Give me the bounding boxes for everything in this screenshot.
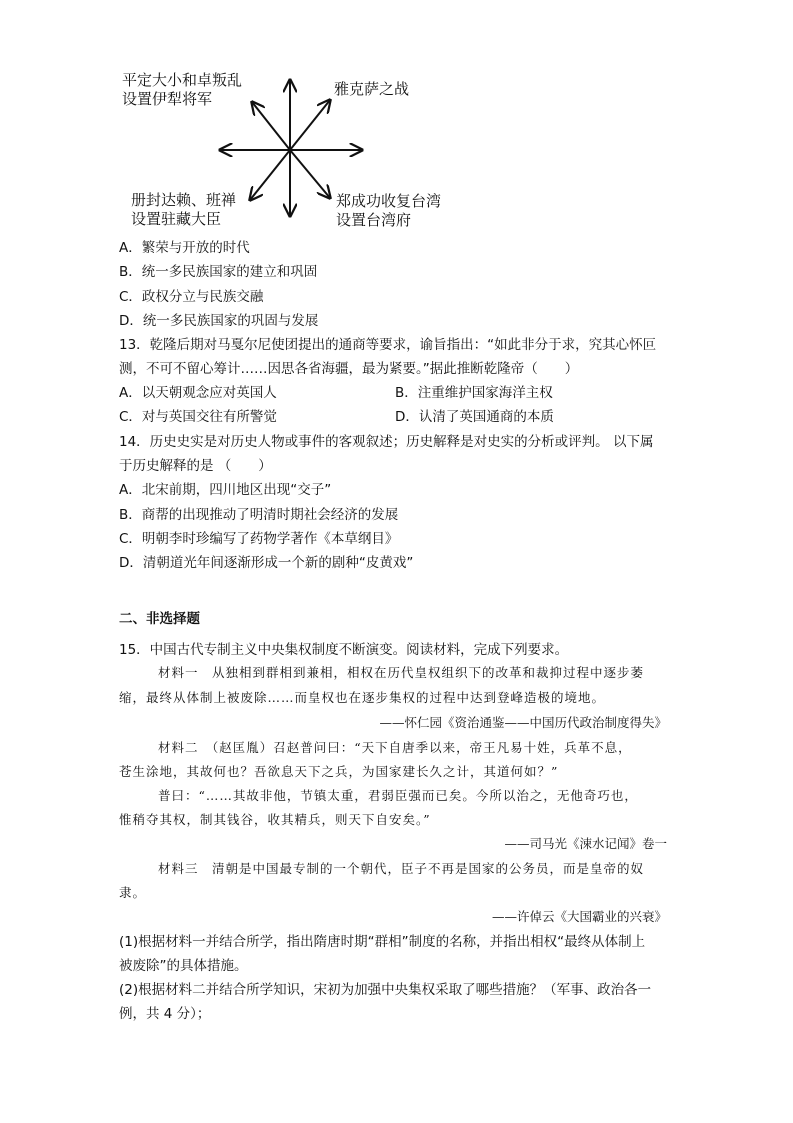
diagram-label-line: 设置台湾府 [336, 211, 412, 229]
q15-sub2-line1: (2)根据材料二并结合所学知识，宋初为加强中央集权采取了哪些措施？（军事、政治各一 [119, 982, 652, 998]
diagram-label-line: 册封达赖、班禅 [131, 191, 237, 209]
q14-option-c: C．明朝李时珍编写了药物学著作《本草纲目》 [119, 531, 399, 547]
diagram-label-line: 郑成功收复台湾 [336, 192, 442, 210]
q13-stem-line2: 测，不可不留心筹计……因思各省海疆，最为紧要。”据此推断乾隆帝（ ） [119, 361, 579, 377]
q13-option-a: A．以天朝观念应对英国人 [119, 385, 277, 401]
diagram-label-top-left [122, 71, 242, 109]
q14-option-b: B．商帮的出现推动了明清时期社会经济的发展 [119, 507, 399, 523]
section-2-title: 二、非选择题 [119, 611, 200, 627]
q14-option-d: D．清朝道光年间逐渐形成一个新的剧种“皮黄戏” [119, 555, 414, 571]
diagram-label-line: 平定大小和卓叛乱 [122, 71, 243, 89]
diagonal-arrow-sw [250, 150, 290, 200]
material-3-line1: 材料三 清朝是中国最专制的一个朝代，臣子不再是国家的公务员，而是皇帝的奴 [158, 861, 645, 876]
q12-option-a: A．繁荣与开放的时代 [119, 240, 250, 256]
material-2-line2: 苍生涂地，其故何也？吾欲息天下之兵，为国家建长久之计，其道何如？” [119, 764, 559, 779]
material-3-line2: 隶。 [119, 885, 147, 900]
material-2-line4: 惟稍夺其权，制其钱谷，收其精兵，则天下自安矣。” [119, 812, 431, 827]
material-1-line1: 材料一 从独相到群相到兼相，相权在历代皇权组织下的改革和裁抑过程中逐步萎 [158, 665, 645, 680]
diagram-label-bottom-left [131, 191, 236, 229]
material-2-line1: 材料二 （赵匡胤）召赵普问曰：“天下自唐季以来，帝王凡易十姓，兵革不息， [158, 740, 632, 755]
material-3-source: ——许倬云《大国霸业的兴衰》 [491, 909, 667, 924]
material-2-line3: 普曰：“……其故非他，节镇太重，君弱臣强而已矣。今所以治之，无他奇巧也， [158, 788, 638, 803]
q13-option-b: B．注重维护国家海洋主权 [395, 385, 553, 401]
q12-option-b: B．统一多民族国家的建立和巩固 [119, 264, 318, 280]
q13-stem-line1: 13．乾隆后期对马戛尔尼使团提出的通商等要求，谕旨指出：“如此非分于求，究其心怀叵 [119, 337, 657, 353]
q12-option-c: C．政权分立与民族交融 [119, 289, 264, 305]
q15-sub1-line2: 被废除”的具体措施。 [119, 958, 248, 974]
material-2-source: ——司马光《涑水记闻》卷一 [504, 836, 667, 851]
material-1-line2: 缩，最终从体制上被废除……而皇权也在逐步集权的过程中达到登峰造极的境地。 [119, 690, 606, 705]
q12-option-d: D．统一多民族国家的巩固与发展 [119, 313, 319, 329]
diagram-label-line: 设置伊犁将军 [122, 90, 213, 108]
q13-option-c: C．对与英国交往有所警觉 [119, 409, 277, 425]
material-1-source: ——怀仁园《资治通鉴——中国历代政治制度得失》 [379, 715, 667, 730]
diagonal-arrow-nw [252, 102, 290, 150]
diagonal-arrow-se [290, 150, 330, 198]
diagram-label-top-right: 雅克萨之战 [334, 80, 410, 98]
q15-sub2-line2: 例，共 4 分）； [119, 1006, 211, 1022]
q13-option-d: D．认清了英国通商的本质 [395, 409, 554, 425]
q15-sub1-line1: (1)根据材料一并结合所学，指出隋唐时期“群相”制度的名称，并指出相权“最终从体制上 [119, 934, 646, 950]
diagram-label-line: 设置驻藏大臣 [131, 210, 222, 228]
q15-stem: 15．中国古代专制主义中央集权制度不断演变。阅读材料，完成下列要求。 [119, 642, 569, 658]
diagram-label-bottom-right [336, 192, 441, 230]
diagonal-arrow-ne [290, 100, 330, 150]
q14-stem-line1: 14．历史史实是对历史人物或事件的客观叙述；历史解释是对史实的分析或评判。 以下属 [119, 434, 654, 450]
q14-stem-line2: 于历史解释的是 （ ） [119, 458, 272, 474]
q14-option-a: A．北宋前期，四川地区出现“交子” [119, 482, 332, 498]
